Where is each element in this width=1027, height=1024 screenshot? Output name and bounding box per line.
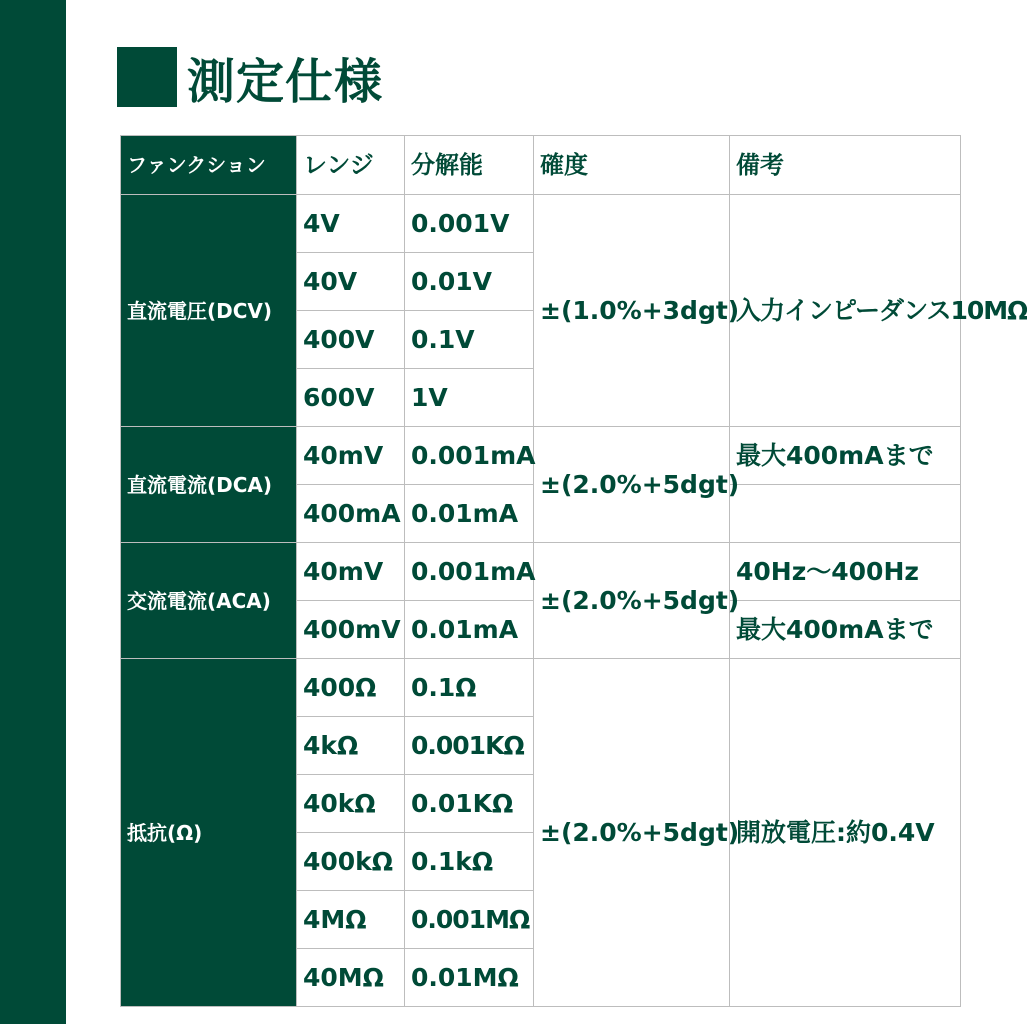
resolution-cell: 0.01mA bbox=[405, 485, 534, 543]
page-title: 測定仕様 bbox=[187, 53, 384, 110]
accuracy-cell: ±(1.0%+3dgt) bbox=[534, 195, 730, 427]
range-cell: 4V bbox=[297, 195, 405, 253]
notes-cell: 40Hz～400Hz bbox=[730, 543, 961, 601]
notes-cell bbox=[730, 485, 961, 543]
notes-cell: 開放電圧:約0.4V bbox=[730, 659, 961, 1007]
range-cell: 40mV bbox=[297, 543, 405, 601]
range-cell: 400mV bbox=[297, 601, 405, 659]
accuracy-cell: ±(2.0%+5dgt) bbox=[534, 659, 730, 1007]
range-cell: 40V bbox=[297, 253, 405, 311]
resolution-cell: 0.001V bbox=[405, 195, 534, 253]
resolution-cell: 0.001mA bbox=[405, 427, 534, 485]
header-resolution: 分解能 bbox=[405, 136, 534, 195]
range-cell: 400V bbox=[297, 311, 405, 369]
range-cell: 400mA bbox=[297, 485, 405, 543]
header-row bbox=[121, 136, 961, 195]
header-notes: 備考 bbox=[730, 136, 961, 195]
resolution-cell: 0.01MΩ bbox=[405, 949, 534, 1007]
spec-table bbox=[120, 135, 1027, 1007]
function-cell: 抵抗(Ω) bbox=[121, 659, 297, 1007]
range-cell: 40MΩ bbox=[297, 949, 405, 1007]
resolution-cell: 0.001KΩ bbox=[405, 717, 534, 775]
range-cell: 4MΩ bbox=[297, 891, 405, 949]
header-function: ファンクション bbox=[121, 136, 297, 195]
range-cell: 40mV bbox=[297, 427, 405, 485]
header-accuracy: 確度 bbox=[534, 136, 730, 195]
resolution-cell: 0.1V bbox=[405, 311, 534, 369]
table-row bbox=[121, 659, 961, 717]
side-band bbox=[0, 0, 66, 1024]
function-cell: 交流電流(ACA) bbox=[121, 543, 297, 659]
table-row bbox=[121, 427, 961, 485]
notes-cell: 最大400mAまで bbox=[730, 601, 961, 659]
range-cell: 40kΩ bbox=[297, 775, 405, 833]
notes-cell: 最大400mAまで bbox=[730, 427, 961, 485]
range-cell: 4kΩ bbox=[297, 717, 405, 775]
resolution-cell: 0.01mA bbox=[405, 601, 534, 659]
table-row bbox=[121, 195, 961, 253]
table-row bbox=[121, 543, 961, 601]
title-square-icon bbox=[117, 47, 177, 107]
resolution-cell: 0.1kΩ bbox=[405, 833, 534, 891]
resolution-cell: 0.001mA bbox=[405, 543, 534, 601]
accuracy-cell: ±(2.0%+5dgt) bbox=[534, 543, 730, 659]
function-cell: 直流電流(DCA) bbox=[121, 427, 297, 543]
header-range: レンジ bbox=[297, 136, 405, 195]
range-cell: 600V bbox=[297, 369, 405, 427]
resolution-cell: 0.01V bbox=[405, 253, 534, 311]
resolution-cell: 1V bbox=[405, 369, 534, 427]
resolution-cell: 0.1Ω bbox=[405, 659, 534, 717]
resolution-cell: 0.001MΩ bbox=[405, 891, 534, 949]
notes-cell: 入力インピーダンス10MΩ bbox=[730, 195, 961, 427]
function-cell: 直流電圧(DCV) bbox=[121, 195, 297, 427]
resolution-cell: 0.01KΩ bbox=[405, 775, 534, 833]
range-cell: 400Ω bbox=[297, 659, 405, 717]
range-cell: 400kΩ bbox=[297, 833, 405, 891]
accuracy-cell: ±(2.0%+5dgt) bbox=[534, 427, 730, 543]
title-block bbox=[117, 44, 383, 110]
